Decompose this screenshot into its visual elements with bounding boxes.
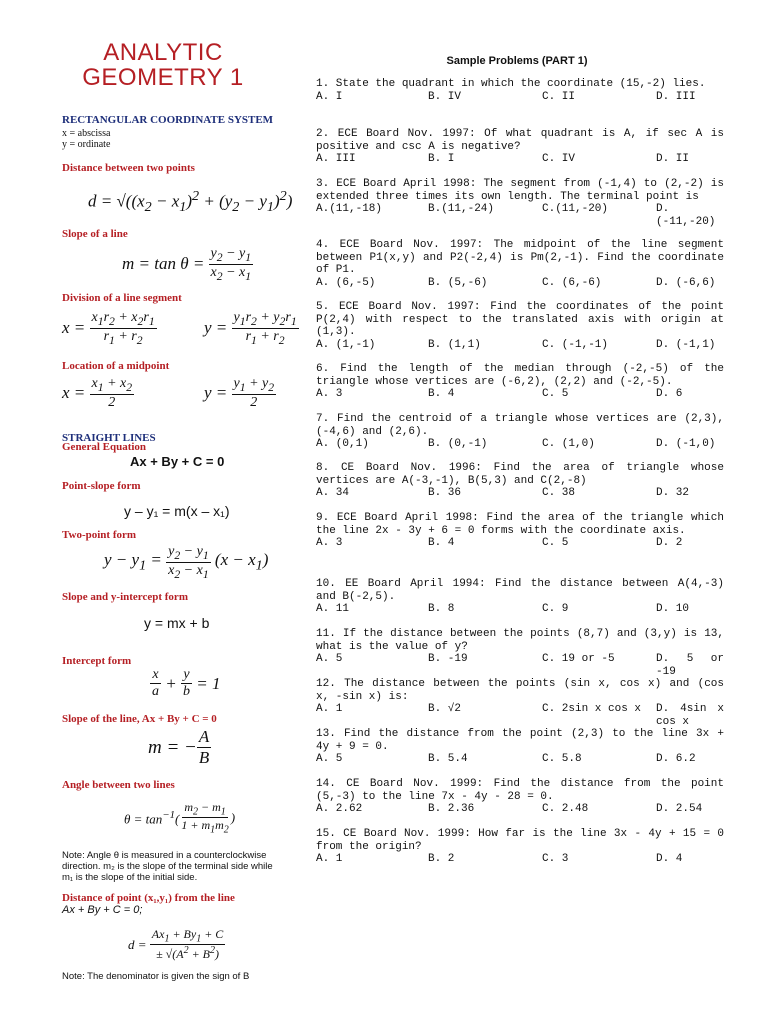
question-list <box>316 78 724 878</box>
straight-lines-heading: STRAIGHT LINES <box>62 432 156 444</box>
division-formula-y: y = $\frac{y_1r_2 + y_2r_1}{r_1 + r_2}$ <box>204 310 297 347</box>
answer-choices <box>316 91 724 104</box>
answer-choice: B. 8 <box>428 603 455 615</box>
page-title: ANALYTIC GEOMETRY 1 <box>82 39 244 91</box>
answer-choice: C. 5 <box>542 388 569 400</box>
answer-choice: D. 6.2 <box>656 753 696 765</box>
answer-choice: A. 2.62 <box>316 803 363 815</box>
question-item <box>316 828 724 866</box>
division-heading: Division of a line segment <box>62 292 182 304</box>
answer-choice: B. 4 <box>428 537 455 549</box>
question-item <box>316 578 724 616</box>
question-item <box>316 413 724 451</box>
question-text: 11. If the distance between the points (8,7) and (3,y) is 13, what is the value of y? <box>316 628 724 653</box>
answer-choice: B. (1,1) <box>428 338 481 351</box>
answer-choices <box>316 803 724 816</box>
midpoint-heading: Location of a midpoint <box>62 360 170 372</box>
answer-choice: B. √2 <box>428 703 462 715</box>
answer-choice: B.(11,-24) <box>428 203 495 215</box>
angle-heading: Angle between two lines <box>62 779 175 791</box>
point-slope-heading: Point-slope form <box>62 480 141 492</box>
answer-choice: C. 9 <box>542 603 569 615</box>
answer-choice: D. 32 <box>656 487 690 499</box>
answer-choice: A. 5 <box>316 753 343 765</box>
answer-choice: B. 2.36 <box>428 803 475 815</box>
slope-line-formula: m = − $\frac{A}{B}$ <box>148 727 210 767</box>
answer-choice: C. II <box>542 90 576 103</box>
answer-choice: D. 5 or -19 <box>656 653 724 678</box>
two-point-heading: Two-point form <box>62 529 137 541</box>
question-text: 5. ECE Board Nov. 1997: Find the coordinates of the point P(2,4) with respect to the translated axis with origin at (1,3). <box>316 301 724 338</box>
answer-choice: D. III <box>656 90 696 103</box>
answer-choice: B. 36 <box>428 487 462 499</box>
answer-choice: C.(11,-20) <box>542 203 609 215</box>
answer-choice: C. 2sin x cos x <box>542 703 642 715</box>
question-item <box>316 512 724 550</box>
answer-choice: D. II <box>656 153 690 165</box>
answer-choice: D.(-11,-20) <box>656 203 716 228</box>
answer-choice: C. 3 <box>542 853 569 865</box>
answer-choices <box>316 203 724 228</box>
answer-choice: C. (-1,-1) <box>542 338 609 351</box>
question-text: 10. EE Board April 1994: Find the distance between A(4,-3) and B(-2,5). <box>316 578 724 603</box>
answer-choice: D. 4sin x cos x <box>656 703 724 728</box>
midpoint-formula-x: x = $\frac{x_1 + x_2}{2}$ <box>62 376 133 410</box>
answer-choice: B. 4 <box>428 388 455 400</box>
denominator-note: Note: The denominator is given the sign of B <box>62 971 250 982</box>
answer-choice: C. 2.48 <box>542 803 589 815</box>
question-text: 9. ECE Board April 1998: Find the area of the triangle which the line 2x - 3y + 6 = 0 forms with the coordinate axis. <box>316 512 724 537</box>
answer-choice: D. 6 <box>656 388 683 400</box>
y-definition: y = ordinate <box>62 139 111 150</box>
answer-choice: B. (0,-1) <box>428 438 488 450</box>
answer-choice: D. 10 <box>656 603 690 615</box>
division-formula-x: x = $\frac{x_1r_2 + x_2r_1}{r_1 + r_2}$ <box>62 310 155 347</box>
question-text: 7. Find the centroid of a triangle whose vertices are (2,3), (-4,6) and (2,6). <box>316 413 724 438</box>
answer-choice: A. (0,1) <box>316 438 369 450</box>
question-item <box>316 678 724 728</box>
answer-choices <box>316 753 724 766</box>
answer-choices <box>316 388 724 401</box>
answer-choice: C. IV <box>542 153 576 165</box>
question-text: 1. State the quadrant in which the coordinate (15,-2) lies. <box>316 78 706 90</box>
answer-choices <box>316 537 724 550</box>
question-text: 6. Find the length of the median through (-2,-5) of the triangle whose vertices are (-6,2), (2,2) and (-2,-5). <box>316 363 724 388</box>
angle-formula: $\theta = \tan^{-1}$( $\frac{m_2 - m_1}{1 + m_1m_2}$ ) <box>124 800 236 836</box>
answer-choice: A. 1 <box>316 853 343 865</box>
question-item <box>316 128 724 166</box>
answer-choices <box>316 653 724 678</box>
question-item <box>316 239 724 290</box>
answer-choice: A. III <box>316 153 356 165</box>
slope-line-heading: Slope of the line, Ax + By + C = 0 <box>62 713 217 725</box>
distance-point-line: Ax + By + C = 0; <box>62 904 143 916</box>
slope-intercept-heading: Slope and y-intercept form <box>62 591 188 603</box>
question-item <box>316 78 724 104</box>
sample-problems-title: Sample Problems (PART 1) <box>446 55 588 67</box>
question-text: 12. The distance between the points (sin x, cos x) and (cos x, -sin x) is: <box>316 678 724 703</box>
distance-point-heading: Distance of point (x₁,y₁) from the line <box>62 892 235 904</box>
answer-choices <box>316 487 724 500</box>
question-item <box>316 178 724 228</box>
general-equation: Ax + By + C = 0 <box>130 454 225 469</box>
question-item <box>316 462 724 500</box>
answer-choice: A. I <box>316 90 343 103</box>
distance-point-formula: d = $\frac{Ax_1 + By_1 + C}{\pm √(A^2 + B^2)}$ <box>128 927 224 962</box>
answer-choice: C. (1,0) <box>542 438 595 450</box>
answer-choices <box>316 339 724 352</box>
answer-choice: B. IV <box>428 90 462 103</box>
answer-choice: C. (6,-6) <box>542 276 602 289</box>
question-item <box>316 728 724 766</box>
slope-intercept-equation: y = mx + b <box>144 615 210 631</box>
point-slope-equation: y – y₁ = m(x – x₁) <box>124 503 230 519</box>
answer-choice: B. I <box>428 153 455 165</box>
answer-choice: A. 1 <box>316 703 343 715</box>
answer-choices <box>316 277 724 290</box>
answer-choice: A. 34 <box>316 487 350 499</box>
answer-choices <box>316 853 724 866</box>
answer-choices <box>316 603 724 616</box>
intercept-heading: Intercept form <box>62 655 132 667</box>
distance-formula: $d = √((x_2 - x_1)^2 + (y_2 - y_1)^2)$ <box>88 188 293 216</box>
answer-choice: B. (5,-6) <box>428 276 488 289</box>
general-heading: General Equation <box>62 441 147 453</box>
answer-choice: A. 11 <box>316 603 350 615</box>
slope-heading: Slope of a line <box>62 228 128 240</box>
question-text: 3. ECE Board April 1998: The segment from (-1,4) to (2,-2) is extended three times its own length. The terminal point is <box>316 178 724 203</box>
two-point-formula: $y - y_1$ = $\frac{y_2 - y_1}{x_2 - x_1}$ $(x - x_1)$ <box>104 544 269 581</box>
question-text: 13. Find the distance from the point (2,3) to the line 3x + 4y + 9 = 0. <box>316 728 724 753</box>
question-text: 2. ECE Board Nov. 1997: Of what quadrant is A, if sec A is positive and csc A is negative? <box>316 128 724 153</box>
question-item <box>316 778 724 816</box>
answer-choice: A. (1,-1) <box>316 338 376 351</box>
answer-choice: D. 2 <box>656 537 683 549</box>
question-item <box>316 628 724 678</box>
answer-choice: A. (6,-5) <box>316 276 376 289</box>
answer-choice: A. 3 <box>316 388 343 400</box>
answer-choice: C. 5.8 <box>542 753 582 765</box>
question-item <box>316 301 724 352</box>
answer-choice: D. 4 <box>656 853 683 865</box>
answer-choice: A.(11,-18) <box>316 203 383 215</box>
answer-choice: D. (-6,6) <box>656 276 716 289</box>
x-definition: x = abscissa <box>62 128 111 139</box>
question-text: 15. CE Board Nov. 1999: How far is the line 3x - 4y + 15 = 0 from the origin? <box>316 828 724 853</box>
rect-heading: RECTANGULAR COORDINATE SYSTEM <box>62 114 274 126</box>
answer-choice: D. 2.54 <box>656 803 703 815</box>
question-text: 8. CE Board Nov. 1996: Find the area of triangle whose vertices are A(-3,-1), B(5,3) and C(2,-8) <box>316 462 724 487</box>
answer-choice: B. 2 <box>428 853 455 865</box>
answer-choice: B. -19 <box>428 653 468 665</box>
question-text: 4. ECE Board Nov. 1997: The midpoint of the line segment between P1(x,y) and P2(-2,4) is Pm(2,-1). Find the coordinate of P1. <box>316 239 724 276</box>
intercept-formula: $\frac{x}{a}$ + $\frac{y}{b}$ = 1 <box>152 667 221 699</box>
answer-choices <box>316 153 724 166</box>
angle-note: Note: Angle θ is measured in a counterclockwise direction. m₂ is the slope of the terminal side while m₁ is the slope of the initial side. <box>62 850 273 883</box>
distance-heading: Distance between two points <box>62 162 195 174</box>
formula-column <box>58 40 298 90</box>
answer-choice: C. 5 <box>542 537 569 549</box>
question-item <box>316 363 724 401</box>
slope-formula: m = tan θ = $\frac{y_2 - y_1}{x_2 - x_1}$ <box>122 246 252 283</box>
answer-choice: C. 19 or -5 <box>542 653 615 665</box>
answer-choice: B. 5.4 <box>428 753 468 765</box>
answer-choice: D. (-1,0) <box>656 438 716 450</box>
answer-choices <box>316 438 724 451</box>
question-text: 14. CE Board Nov. 1999: Find the distance from the point (5,-3) to the line 7x - 4y - 28 = 0. <box>316 778 724 803</box>
answer-choices <box>316 703 724 728</box>
answer-choice: A. 5 <box>316 653 343 665</box>
midpoint-formula-y: y = $\frac{y_1 + y_2}{2}$ <box>204 376 275 410</box>
answer-choice: A. 3 <box>316 537 343 549</box>
answer-choice: D. (-1,1) <box>656 338 716 351</box>
answer-choice: C. 38 <box>542 487 576 499</box>
